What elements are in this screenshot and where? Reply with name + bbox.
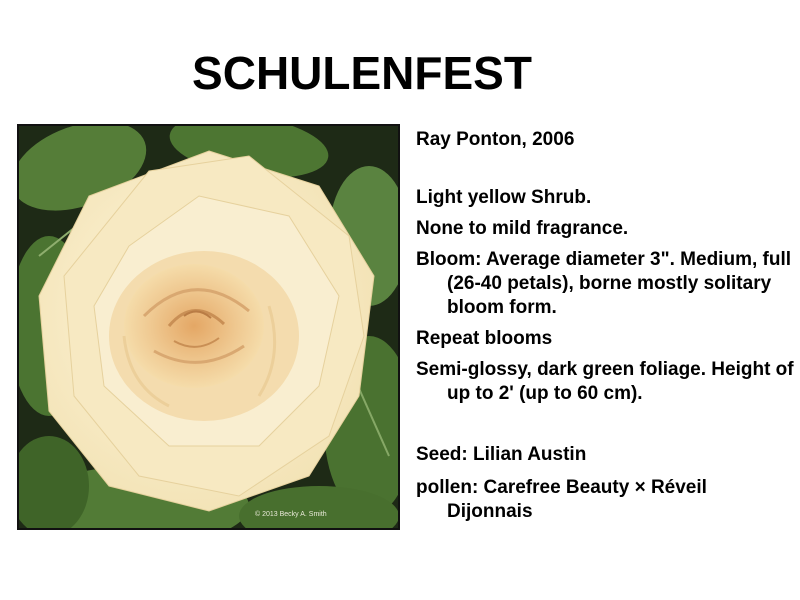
seed-parent: Seed: Lilian Austin — [416, 444, 587, 465]
rose-illustration — [19, 126, 398, 528]
foliage-height: Semi-glossy, dark green foliage. Height of up to 2' (up to 60 cm). — [416, 359, 794, 404]
pollen-parent: pollen: Carefree Beauty × Réveil Dijonnais — [416, 477, 707, 522]
color-class: Light yellow Shrub. — [416, 187, 592, 208]
rose-center — [109, 251, 299, 421]
repeat-blooms: Repeat blooms — [416, 328, 553, 349]
fragrance: None to mild fragrance. — [416, 218, 629, 239]
rose-photo — [17, 124, 400, 530]
slide-title: SCHULENFEST — [192, 47, 532, 99]
breeder-year: Ray Ponton, 2006 — [416, 129, 575, 150]
rose-details — [416, 128, 796, 524]
bloom-description: Bloom: Average diameter 3". Medium, full (26-40 petals), borne mostly solitary bloom form. — [416, 249, 792, 318]
photo-credit: © 2013 Becky A. Smith — [255, 511, 327, 518]
